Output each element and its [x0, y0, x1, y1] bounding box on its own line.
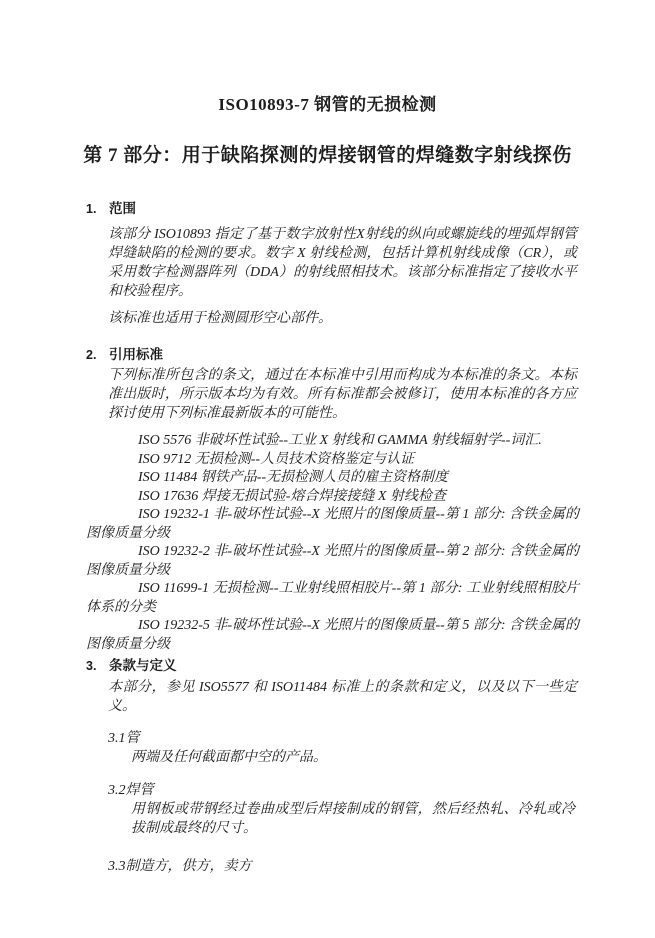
reference-item: ISO 11699-1 无损检测--工业射线照相胶片--第 1 部分: 工业射线照相胶片体系的分类 [86, 581, 579, 615]
reference-item: ISO 11484 钢铁产品--无损检测人员的雇主资格制度 [138, 470, 449, 485]
definition-item [0, 781, 655, 838]
section-heading: 范围 [109, 201, 136, 216]
section-number: 3. [86, 659, 97, 673]
document-subtitle: 第 7 部分：用于缺陷探测的焊接钢管的焊缝数字射线探伤 [83, 145, 572, 166]
definition-term: 3.3制造方，供方，卖方 [108, 859, 252, 874]
paragraph: 该标准也适用于检测圆形空心部件。 [108, 311, 332, 326]
reference-item: ISO 9712 无损检测--人员技术资格鉴定与认证 [138, 451, 415, 467]
section-number: 1. [86, 202, 97, 216]
reference-item: ISO 19232-2 非-破坏性试验--X 光照片的图像质量--第 2 部分: 含铁金属的图像质量分级 [86, 544, 579, 578]
paragraph: 该部分 ISO10893 指定了基于数字放射性X射线的纵向或螺旋线的埋弧焊钢管焊缝缺陷的检测的要求。数字 X 射线检测，包括计算机射线成像（CR），或采用数字检测器阵列（DDA）的射线照相技术。该部分标准指定了接收水平和校验程序。 [108, 227, 577, 299]
section-heading: 引用标准 [109, 347, 163, 362]
reference-item: ISO 19232-5 非-破坏性试验--X 光照片的图像质量--第 5 部分: 含铁金属的图像质量分级 [86, 618, 579, 652]
reference-item: ISO 17636 焊接无损试验-熔合焊接接缝 X 射线检查 [138, 488, 446, 504]
reference-item: ISO 5576 非破坏性试验--工业 X 射线和 GAMMA 射线辐射学--词汇. [138, 433, 542, 448]
section-header-scope [86, 199, 655, 219]
definition-item [0, 729, 655, 767]
reference-item: ISO 19232-1 非-破坏性试验--X 光照片的图像质量--第 1 部分: 含铁金属的图像质量分级 [86, 507, 579, 541]
section-header-terms [86, 656, 655, 676]
section-header-references [86, 345, 655, 365]
references-list [0, 432, 655, 654]
document-title: ISO10893-7 钢管的无损检测 [218, 95, 437, 114]
section-number: 2. [86, 348, 97, 362]
definition-term: 3.2焊管 [108, 783, 154, 798]
definition-body: 两端及任何截面都中空的产品。 [131, 750, 327, 765]
section-heading: 条款与定义 [109, 658, 177, 673]
paragraph: 下列标准所包含的条文，通过在本标准中引用而构成为本标准的条文。本标准出版时，所示版本均为有效。所有标准都会被修订，使用本标准的各方应探讨使用下列标准最新版本的可能性。 [108, 368, 577, 421]
definition-item [0, 857, 655, 876]
definition-body: 用钢板或带钢经过卷曲成型后焊接制成的钢管，然后经热轧、冷轧或冷拔制成最终的尺寸。 [131, 802, 575, 836]
paragraph: 本部分，参见 ISO5577 和 ISO11484 标准上的条款和定义，以及以下一些定义。 [108, 680, 577, 714]
definition-term: 3.1管 [108, 731, 140, 746]
